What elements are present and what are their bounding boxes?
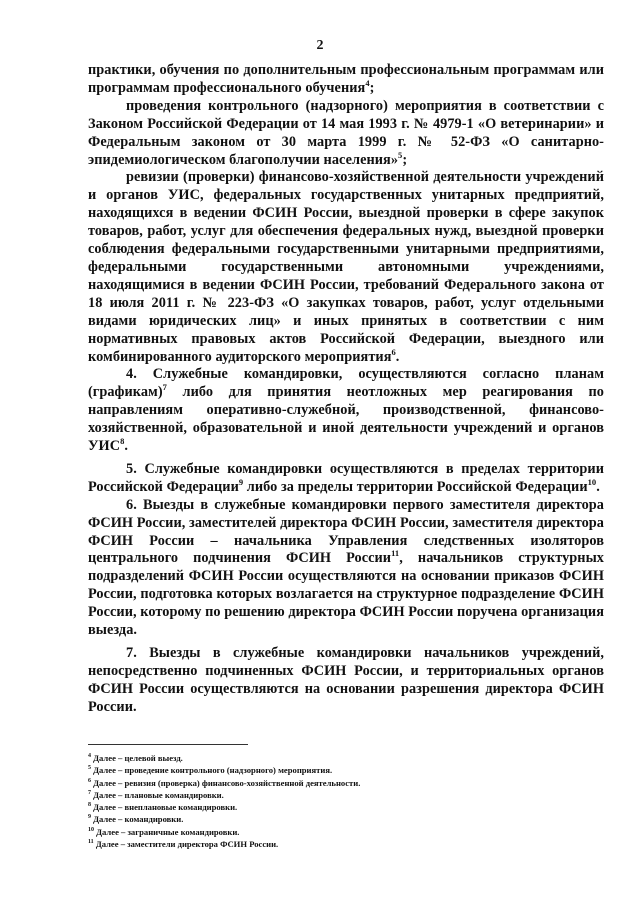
footnote-ref: 6 (391, 346, 396, 357)
footnote-ref: 10 (587, 477, 597, 488)
paragraph-text: 5. Служебные командировки осуществляются в пределах территории Российской Федерации (88, 460, 604, 495)
paragraph-item-6 (88, 497, 604, 640)
footnote-text: Далее – командировки. (91, 814, 184, 825)
footnote-ref: 9 (238, 477, 244, 488)
footnote-item (88, 764, 604, 776)
paragraph-text: проведения контрольного (надзорного) мероприятия в соответствии с Законом Российской Федерации от 14 мая 1993 г. № 4979-1 «О ветеринарии» и Федеральным законом от 30 марта 1999 г. № 52-ФЗ «О санитарно-эпидемиологическом благополучии населения» (88, 97, 604, 168)
footnote-item (88, 777, 604, 789)
paragraph-punct: . (395, 348, 400, 365)
footnote-ref: 8 (120, 436, 125, 447)
paragraph-punct: ; (369, 79, 375, 96)
footnote-number: 10 (88, 826, 94, 833)
footnote-ref: 4 (365, 78, 370, 89)
footnote-text: Далее – проведение контрольного (надзорного) мероприятия. (91, 765, 333, 776)
paragraph-item-7 (88, 645, 604, 717)
paragraph-text: либо за пределы территории Российской Федерации (243, 478, 588, 495)
footnote-item (88, 789, 604, 801)
footnote-divider (88, 744, 248, 745)
footnote-text: Далее – целевой выезд. (91, 753, 183, 763)
paragraph-punct: . (596, 478, 600, 495)
paragraph-audit (88, 169, 604, 366)
paragraph-punct: ; (402, 151, 408, 168)
footnote-item (88, 813, 604, 825)
document-body (88, 62, 604, 717)
footnote-number: 5 (88, 765, 91, 772)
footnote-number: 11 (88, 839, 94, 846)
paragraph-text: , начальников структурных подразделений ФСИН России осуществляются на основании приказов ФСИН России, подготовка которых возлагается на структурное подразделение ФСИН России, которому по решению директора ФСИН России поручена организация выезда. (88, 550, 604, 639)
footnote-text: Далее – заграничные командировки. (94, 826, 240, 837)
footnote-text: Далее – внеплановые командировки. (91, 802, 238, 813)
footnote-number: 4 (88, 753, 91, 760)
paragraph-continuation (88, 62, 604, 98)
footnote-item (88, 801, 604, 813)
paragraph-punct: . (124, 438, 129, 455)
paragraph-control-event (88, 98, 604, 170)
footnote-text: Далее – плановые командировки. (91, 789, 224, 800)
paragraph-item-4 (88, 366, 604, 456)
footnote-number: 6 (88, 777, 91, 784)
footnote-number: 9 (88, 814, 91, 821)
paragraph-text: либо для принятия неотложных мер реагирования по направлениям оперативно-служебной, производственной, финансово-хозяйственной, образовательной и иной деятельности учреждений и органов УИС (88, 384, 604, 455)
footnote-text: Далее – ревизия (проверка) финансово-хозяйственной деятельности. (91, 777, 361, 788)
footnote-ref: 7 (162, 382, 167, 393)
footnote-item (88, 752, 604, 764)
page-number: 2 (316, 38, 324, 53)
paragraph-text: ревизии (проверки) финансово-хозяйственной деятельности учреждений и органов УИС, федеральных государственных унитарных предприятий, находящихся в ведении ФСИН России, выездной проверки в сфере закупок товаров, работ, услуг для обеспечения федеральных нужд, выездной проверки соблюдения федеральными государственными унитарными предприятиями, федеральными государственными автономными учреждениями, находящимися в ведении ФСИН России, требований Федерального закона от 18 июля 2011 г. № 223-ФЗ «О закупках товаров, работ, услуг отдельными видами юридических лиц» и иных принятых в соответствии с ним нормативных правовых актов Российской Федерации, выездного или комбинированного аудиторского мероприятия (88, 169, 604, 365)
footnotes (88, 752, 604, 850)
footnote-item (88, 838, 604, 850)
footnote-ref: 5 (398, 149, 403, 160)
paragraph-text: 4. Служебные командировки, осуществляются согласно планам (графикам) (88, 366, 604, 401)
paragraph-text: 7. Выезды в служебные командировки начальников учреждений, непосредственно подчиненных ФСИН России, и территориальных органов ФСИН России осуществляются на основании разрешения директора ФСИН России. (88, 645, 604, 715)
paragraph-text: 6. Выезды в служебные командировки первого заместителя директора ФСИН России, заместителей директора ФСИН России, заместителя директора ФСИН России – начальника Управления следственных изоляторов центрального подчинения ФСИН России (88, 496, 604, 567)
footnote-text: Далее – заместители директора ФСИН России. (93, 839, 279, 850)
paragraph-text: практики, обучения по дополнительным профессиональным программам или программам профессионального обучения (88, 62, 604, 96)
footnote-number: 7 (88, 790, 91, 797)
paragraph-item-5 (88, 461, 604, 497)
footnote-number: 8 (88, 802, 91, 809)
footnote-ref: 11 (391, 548, 400, 559)
footnote-item (88, 826, 604, 838)
